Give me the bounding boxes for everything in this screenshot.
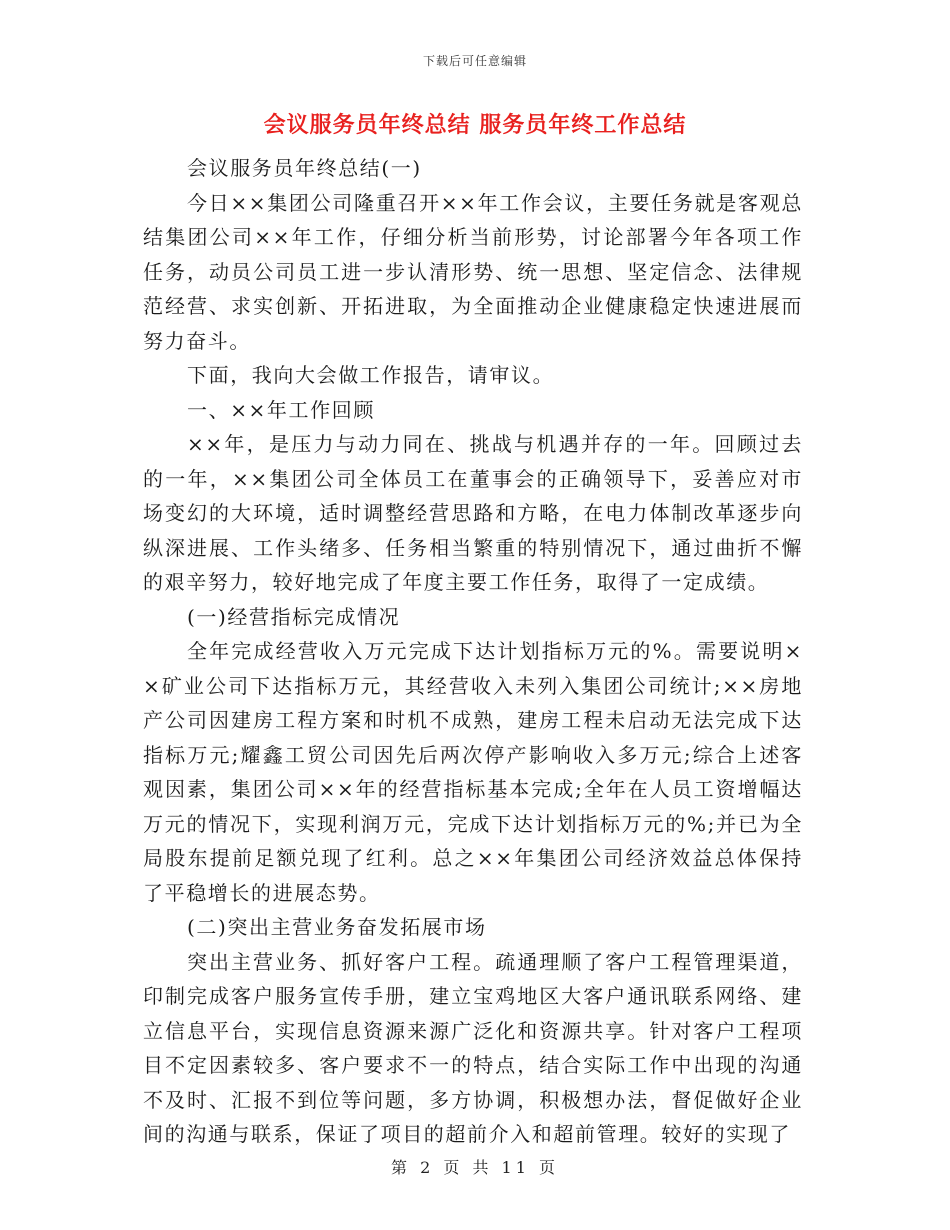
document-title: 会议服务员年终总结 服务员年终工作总结 [263, 113, 687, 138]
document-body [143, 151, 803, 1152]
paragraph: ××年，是压力与动力同在、挑战与机遇并存的一年。回顾过去的一年，××集团公司全体员工在董事会的正确领导下，妥善应对市场变幻的大环境，适时调整经营思路和方略，在电力体制改革逐步向纵深进展、工作头绪多、任务相当繁重的特别情况下，通过曲折不懈的艰辛努力，较好地完成了年度主要工作任务，取得了一定成绩。 [143, 432, 803, 594]
paragraph: 全年完成经营收入万元完成下达计划指标万元的%。需要说明××矿业公司下达指标万元，其经营收入未列入集团公司统计;××房地产公司因建房工程方案和时机不成熟，建房工程未启动无法完成下达指标万元;耀鑫工贸公司因先后两次停产影响收入多万元;综合上述客观因素，集团公司××年的经营指标基本完成;全年在人员工资增幅达万元的情况下，实现利润万元，完成下达计划指标万元的%;并已为全局股东提前足额兑现了红利。总之××年集团公司经济效益总体保持了平稳增长的进展态势。 [143, 639, 803, 905]
paragraph-subheading: (一)经营指标完成情况 [187, 604, 401, 629]
paragraph: 今日××集团公司隆重召开××年工作会议，主要任务就是客观总结集团公司××年工作，仔细分析当前形势，讨论部署今年各项工作任务，动员公司员工进一步认清形势、统一思想、坚定信念、法律规范经营、求实创新、开拓进取，为全面推动企业健康稳定快速进展而努力奋斗。 [143, 190, 803, 353]
paragraph-heading: 一、××年工作回顾 [187, 397, 375, 422]
paragraph: 下面，我向大会做工作报告，请审议。 [187, 363, 555, 387]
page-number-footer: 第 2 页 共 11 页 [391, 1158, 559, 1177]
header-note: 下载后可任意编辑 [422, 54, 527, 68]
paragraph: 突出主营业务、抓好客户工程。疏通理顺了客户工程管理渠道，印制完成客户服务宣传手册，建立宝鸡地区大客户通讯联系网络、建立信息平台，实现信息资源来源广泛化和资源共享。针对客户工程项目不定因素较多、客户要求不一的特点，结合实际工作中出现的沟通不及时、汇报不到位等问题，多方协调，积极想办法，督促做好企业间的沟通与联系，保证了项目的超前介入和超前管理。较好的实现了 [143, 949, 803, 1146]
paragraph-subheading: (二)突出主营业务奋发拓展市场 [187, 915, 487, 939]
paragraph-section-heading: 会议服务员年终总结(一) [187, 156, 422, 180]
